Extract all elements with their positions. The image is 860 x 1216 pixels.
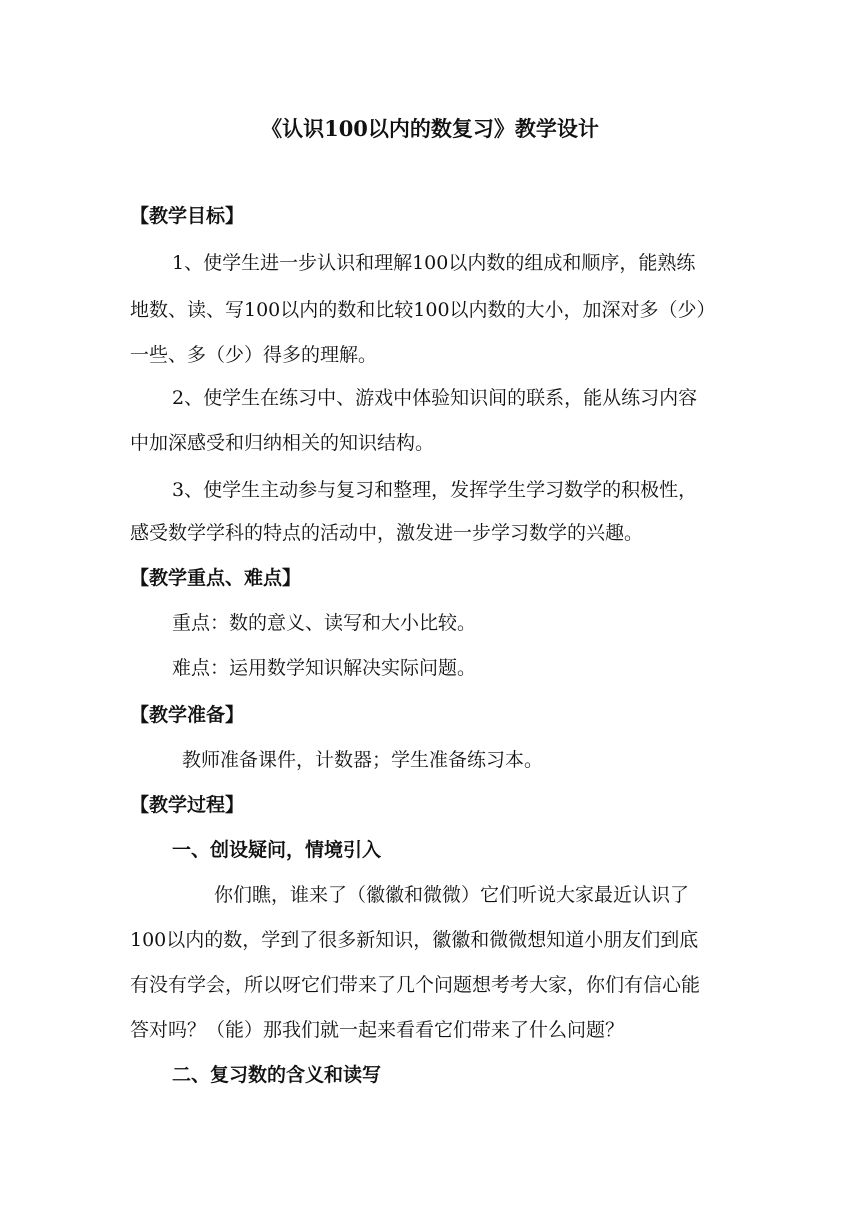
process-part-1-line-4: 答对吗？（能）那我们就一起来看看它们带来了什么问题？ <box>130 1019 625 1041</box>
objective-1-line-2: 地数、读、写100以内的数和比较100以内数的大小，加深对多（少） <box>130 299 716 321</box>
key-point-text: 重点：数的意义、读写和大小比较。 <box>172 612 477 634</box>
objectives-heading: 【教学目标】 <box>130 205 245 227</box>
process-part-1-line-3: 有没有学会，所以呀它们带来了几个问题想考考大家，你们有信心能 <box>130 974 701 996</box>
process-part-1-heading: 一、创设疑问，情境引入 <box>172 839 382 861</box>
preparation-text: 教师准备课件，计数器；学生准备练习本。 <box>182 749 544 771</box>
process-part-1-line-1: 你们瞧，谁来了（徽徽和微微）它们听说大家最近认识了 <box>214 884 690 906</box>
process-heading: 【教学过程】 <box>130 794 245 816</box>
objective-2-line-1: 2、使学生在练习中、游戏中体验知识间的联系，能从练习内容 <box>172 387 698 409</box>
objective-3-line-1: 3、使学生主动参与复习和整理，发挥学生学习数学的积极性， <box>172 479 698 501</box>
objective-1-line-1: 1、使学生进一步认识和理解100以内数的组成和顺序，能熟练 <box>172 252 696 274</box>
difficult-point-text: 难点：运用数学知识解决实际问题。 <box>172 657 477 679</box>
objective-2-line-2: 中加深感受和归纳相关的知识结构。 <box>130 432 435 454</box>
objective-1-line-3: 一些、多（少）得多的理解。 <box>130 344 378 366</box>
process-part-1-line-2: 100以内的数，学到了很多新知识，徽徽和微微想知道小朋友们到底 <box>130 929 699 951</box>
key-points-heading: 【教学重点、难点】 <box>130 567 302 589</box>
preparation-heading: 【教学准备】 <box>130 704 245 726</box>
process-part-2-heading: 二、复习数的含义和读写 <box>172 1064 382 1086</box>
document-title: 《认识100以内的数复习》教学设计 <box>261 116 599 141</box>
objective-3-line-2: 感受数学学科的特点的活动中，激发进一步学习数学的兴趣。 <box>130 522 644 544</box>
